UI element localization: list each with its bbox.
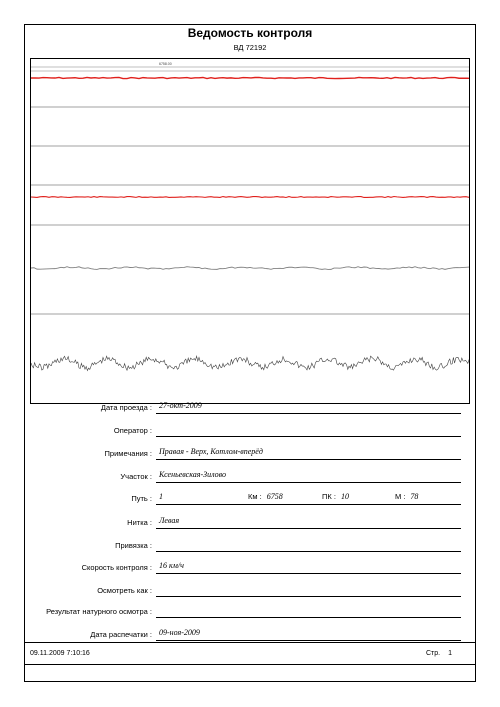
field-rail <box>30 516 470 530</box>
field-label: Нитка : <box>127 518 152 527</box>
field-label: Оператор : <box>113 426 152 435</box>
field-underline <box>156 573 461 574</box>
field-underline <box>156 504 461 505</box>
field-value: 27-окт-2009 <box>159 401 202 410</box>
field-print-date <box>30 628 470 642</box>
grey-trace <box>31 267 469 270</box>
m-label: М : <box>395 492 406 501</box>
field-inspect-as <box>30 584 470 598</box>
page-bottom-rule <box>24 664 476 665</box>
document-title: Ведомость контроля <box>187 26 313 40</box>
pk-group <box>322 492 349 501</box>
field-value: Левая <box>159 516 180 525</box>
field-value: 16 км/ч <box>159 561 184 570</box>
field-underline <box>156 596 461 597</box>
field-underline <box>156 459 461 460</box>
field-label: Результат натурного осмотра : <box>46 607 152 616</box>
pk-label: ПК : <box>322 492 336 501</box>
field-label: Путь : <box>131 494 152 503</box>
field-pass-date <box>30 401 470 415</box>
field-section <box>30 470 470 484</box>
field-label: Примечания : <box>104 449 152 458</box>
footer-timestamp: 09.11.2009 7:10:16 <box>30 650 90 657</box>
footer-rule <box>24 642 476 643</box>
red-trace-middle <box>31 197 469 198</box>
footer-page-number <box>426 650 452 657</box>
km-label: Км : <box>248 492 262 501</box>
field-underline <box>156 617 461 618</box>
field-track <box>30 492 470 506</box>
m-group <box>395 492 418 501</box>
red-trace-top <box>31 77 470 78</box>
field-underline <box>156 413 461 414</box>
m-value: 78 <box>410 492 419 501</box>
field-notes <box>30 447 470 461</box>
field-label: Привязка : <box>115 541 152 550</box>
page-number: 1 <box>448 650 452 657</box>
pk-value: 10 <box>340 492 349 501</box>
field-label: Участок : <box>120 472 152 481</box>
field-underline <box>156 640 461 641</box>
chart-canvas <box>31 59 470 404</box>
field-value: Ксеньевская-Зилово <box>159 470 227 479</box>
dark-noise-trace <box>31 356 470 370</box>
km-value: 6758 <box>266 492 283 501</box>
field-underline <box>156 436 461 437</box>
field-binding <box>30 539 470 553</box>
field-speed <box>30 561 470 575</box>
field-value: Правая - Верх, Котлом-вперёд <box>159 447 263 456</box>
document-number: ВД 72192 <box>233 43 267 52</box>
field-underline <box>156 528 461 529</box>
field-label: Скорость контроля : <box>81 563 152 572</box>
chart-caption: 6758.00 <box>159 62 172 66</box>
km-group <box>248 492 283 501</box>
field-label: Дата проезда : <box>100 403 152 412</box>
field-label: Дата распечатки : <box>90 630 152 639</box>
flaw-detection-chart <box>30 58 470 404</box>
field-value: 1 <box>159 492 163 501</box>
field-value: 09-ноя-2009 <box>159 628 200 637</box>
field-underline <box>156 482 461 483</box>
page-label: Стр. <box>425 650 441 657</box>
field-operator <box>30 424 470 438</box>
field-label: Осмотреть как : <box>97 586 152 595</box>
field-underline <box>156 551 461 552</box>
field-survey-result <box>30 605 470 619</box>
